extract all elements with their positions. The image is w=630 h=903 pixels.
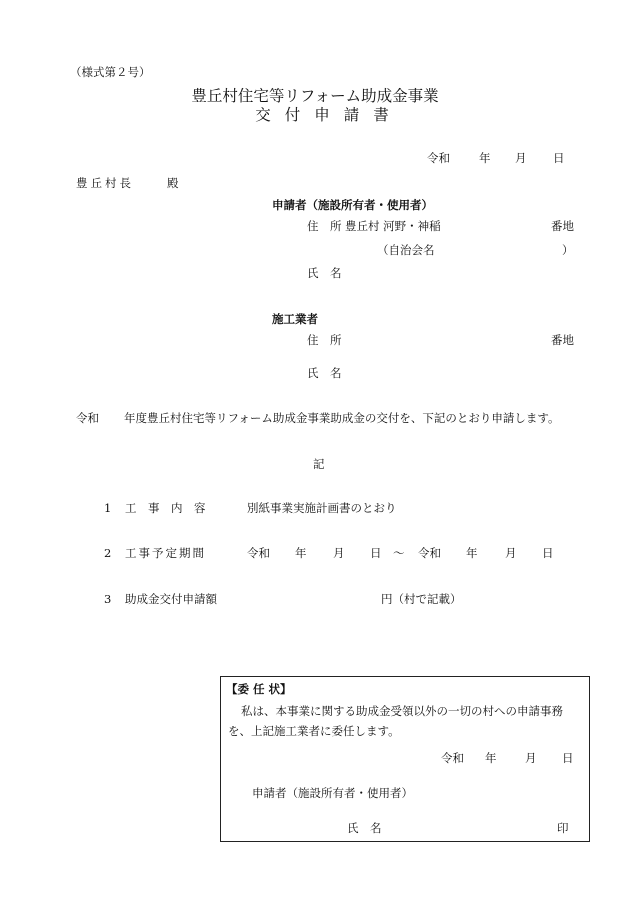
proxy-date-day: 日	[562, 751, 574, 765]
item2-year-end: 年	[466, 546, 478, 560]
proxy-applicant-label: 申請者（施設所有者・使用者）	[252, 786, 413, 800]
addressee: 豊丘村長	[76, 176, 134, 190]
date-day: 日	[553, 151, 565, 165]
item2-era-end: 令和	[418, 546, 441, 560]
title-line-2: 交付申請書	[255, 106, 403, 124]
item2-month-end: 月	[505, 546, 517, 560]
item1-number: 1	[104, 501, 112, 515]
item2-label: 工事予定期間	[125, 546, 206, 560]
item1-label: 工 事 内 容	[125, 501, 206, 515]
form-number: （様式第２号）	[70, 65, 151, 79]
applicant-heading: 申請者（施設所有者・使用者）	[272, 198, 433, 212]
item2-year-start: 年	[295, 546, 307, 560]
item1-value: 別紙事業実施計画書のとおり	[247, 501, 397, 515]
item2-day-end: 日	[542, 546, 554, 560]
item3-number: 3	[104, 592, 112, 606]
item2-day-start: 日	[370, 546, 382, 560]
item2-tilde: ～	[393, 546, 405, 560]
item2-number: 2	[104, 546, 112, 560]
addressee-suffix: 殿	[167, 176, 179, 190]
item3-label: 助成金交付申請額	[125, 592, 217, 606]
statement-text: 年度豊丘村住宅等リフォーム助成金事業助成金の交付を、下記のとおり申請します。	[124, 411, 560, 425]
proxy-date-era: 令和	[441, 751, 464, 765]
proxy-date-year: 年	[485, 751, 497, 765]
proxy-date-month: 月	[525, 751, 537, 765]
contractor-heading: 施工業者	[272, 312, 318, 326]
applicant-address-suffix: 番地	[551, 219, 574, 233]
proxy-name-label: 氏 名	[347, 821, 382, 835]
proxy-text-line-2: を、上記施工業者に委任します。	[228, 724, 400, 738]
title-line-1: 豊丘村住宅等リフォーム助成金事業	[191, 87, 439, 105]
applicant-district-open: （自治会名	[377, 243, 435, 257]
date-month: 月	[515, 151, 527, 165]
applicant-address-value: 豊丘村 河野・神稲	[345, 219, 441, 233]
applicant-name-label: 氏 名	[307, 266, 342, 280]
item2-era-start: 令和	[247, 546, 270, 560]
ki-mark: 記	[313, 457, 325, 471]
item3-value: 円（村で記載）	[381, 592, 462, 606]
item2-month-start: 月	[333, 546, 345, 560]
applicant-district-close: ）	[562, 243, 574, 257]
applicant-address-label: 住 所	[307, 219, 342, 233]
date-era: 令和	[427, 151, 450, 165]
proxy-box	[220, 676, 590, 842]
statement-era: 令和	[76, 411, 99, 425]
date-year: 年	[479, 151, 491, 165]
proxy-seal: 印	[557, 821, 569, 835]
contractor-name-label: 氏 名	[307, 366, 342, 380]
proxy-heading: 【委 任 状】	[226, 682, 292, 696]
contractor-address-label: 住 所	[307, 333, 342, 347]
contractor-address-suffix: 番地	[551, 333, 574, 347]
proxy-text-line-1: 私は、本事業に関する助成金受領以外の一切の村への申請事務	[241, 704, 563, 718]
